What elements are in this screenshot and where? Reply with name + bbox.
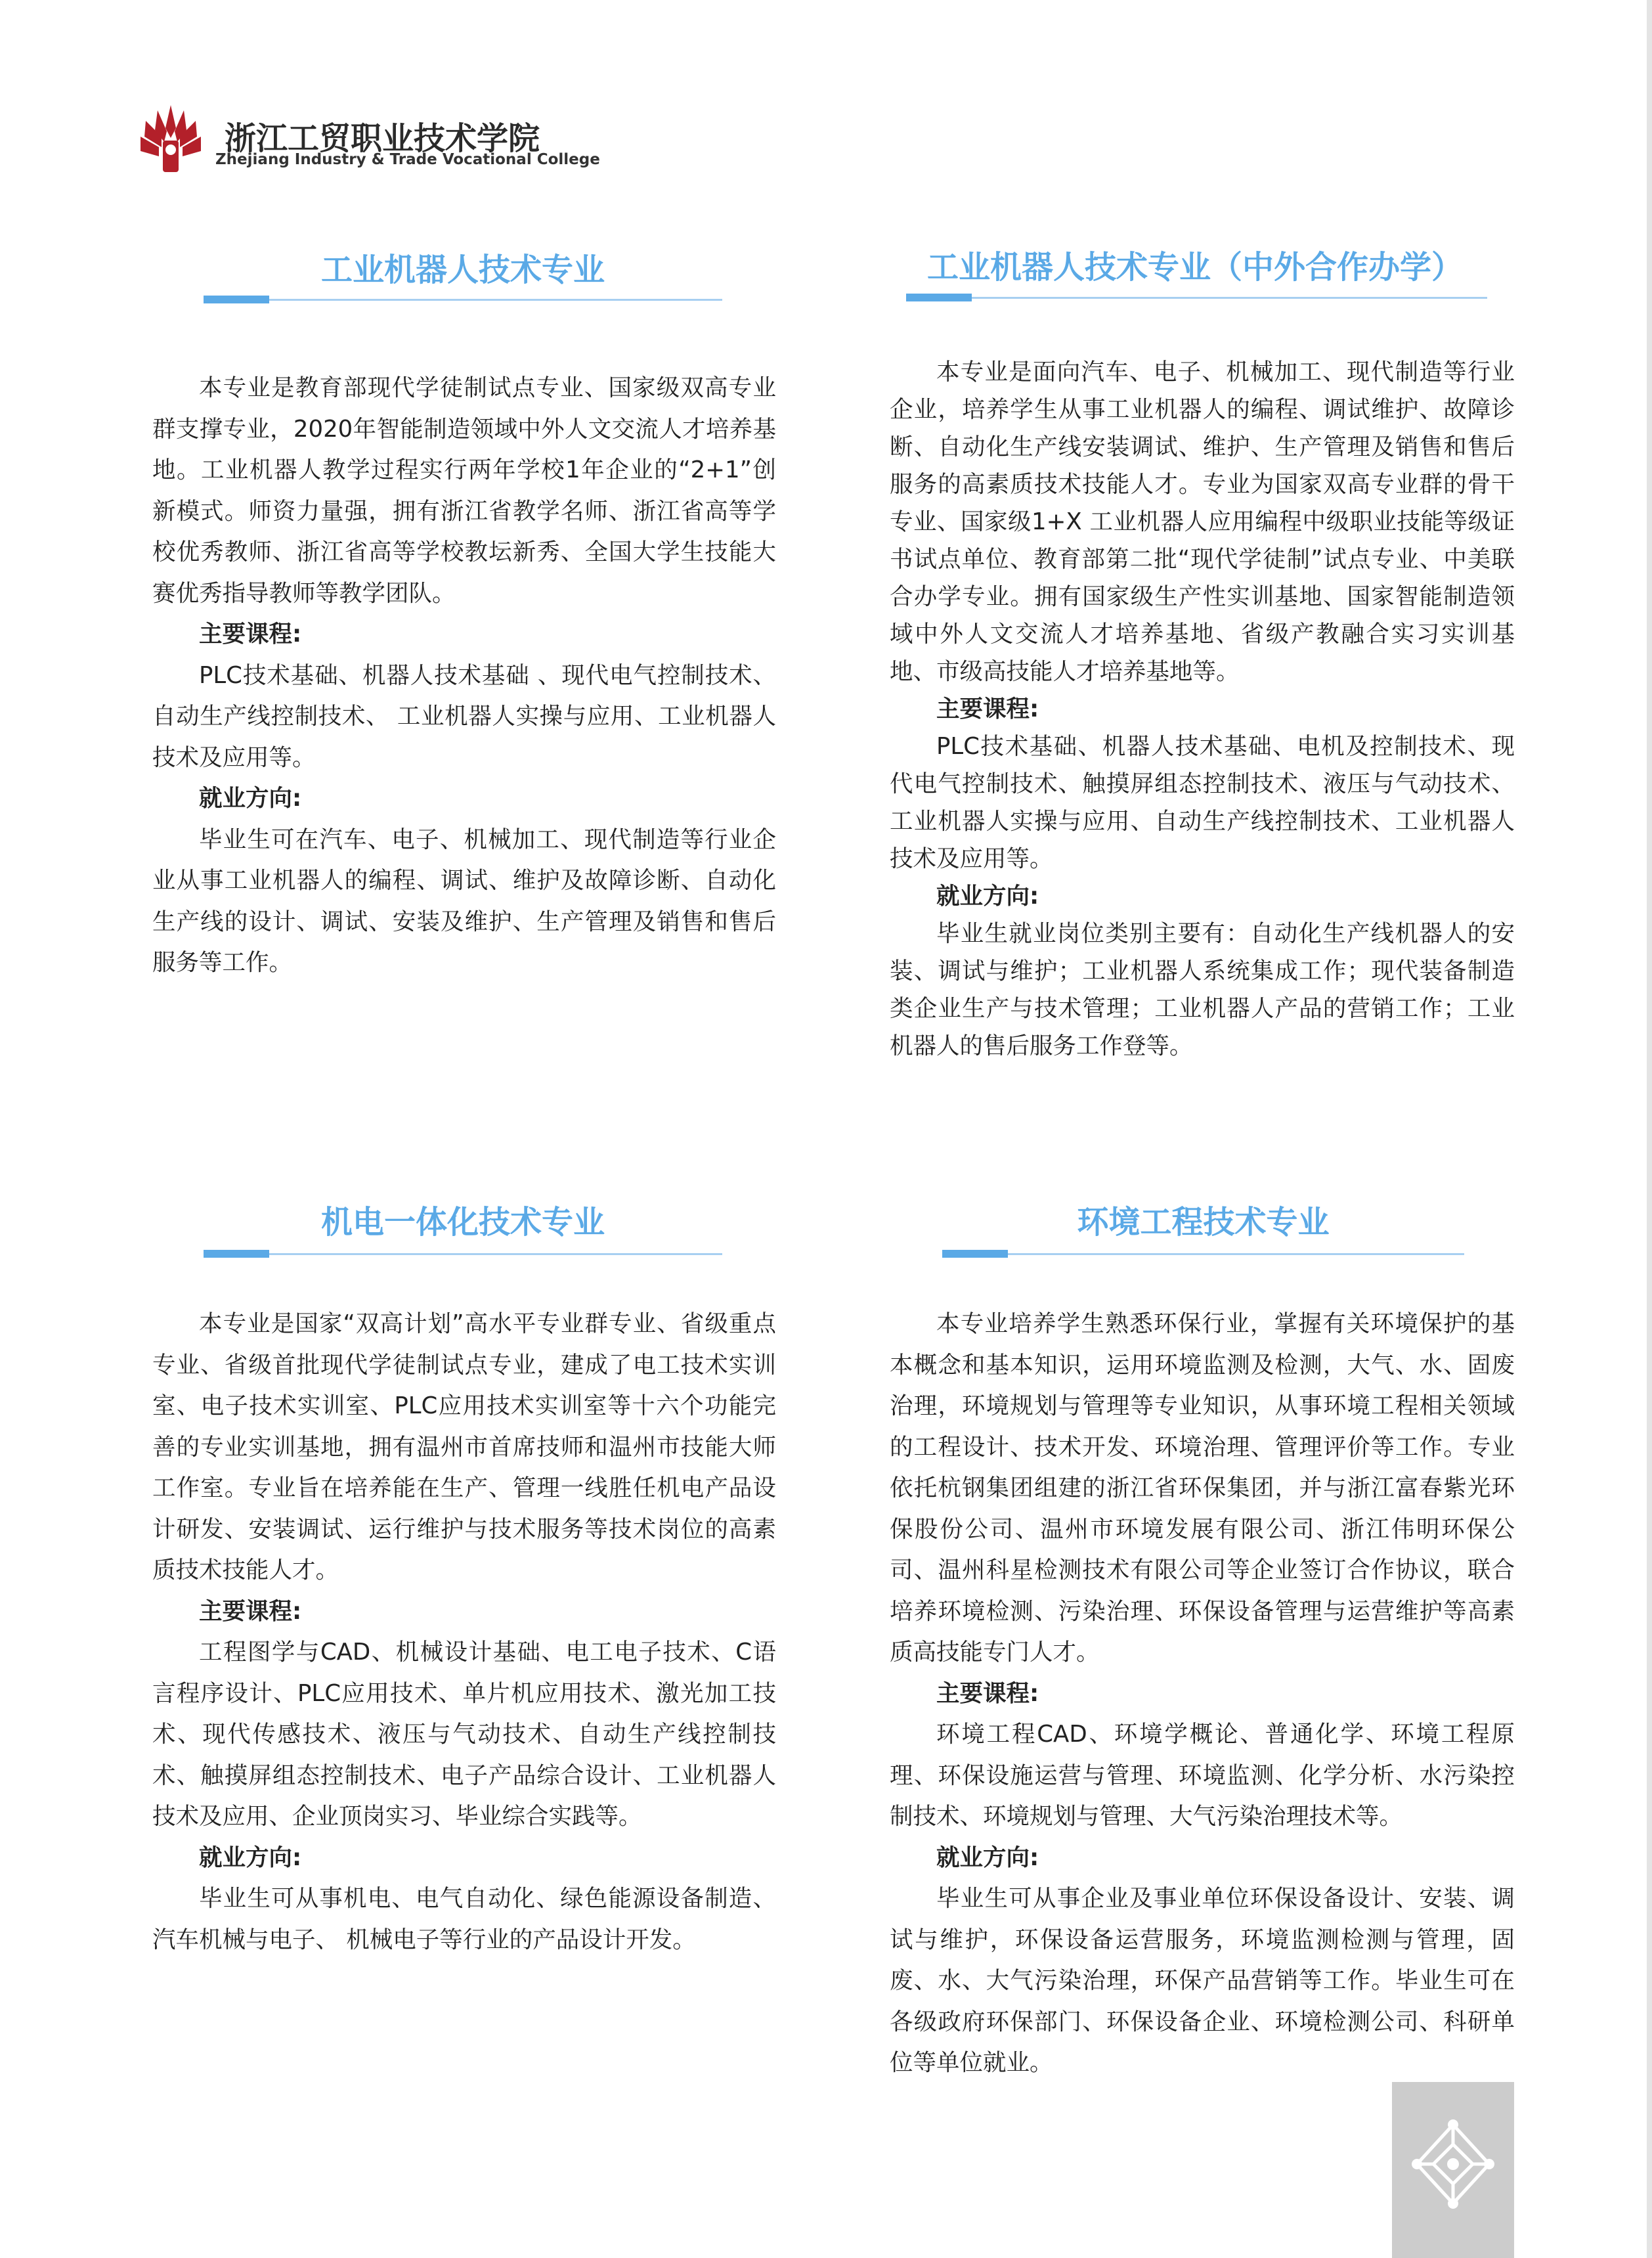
courses-heading: 主要课程: <box>199 1597 302 1625</box>
title-underline <box>906 297 1487 299</box>
career-heading: 就业方向: <box>936 1844 1039 1871</box>
title-underline <box>204 1253 722 1255</box>
courses-heading: 主要课程: <box>199 621 302 648</box>
college-emblem-icon <box>138 99 204 177</box>
title-underline <box>942 1253 1464 1255</box>
section-title: 机电一体化技术专业 <box>320 1204 605 1241</box>
courses-paragraph: 环境工程CAD、环境学概论、普通化学、环境工程原理、环保设施运营与管理、环境监测、化学分析、水污染控制技术、环境规划与管理、大气污染治理技术等。 <box>890 1721 1515 1830</box>
college-name-en: Zhejiang Industry & Trade Vocational College <box>215 151 600 168</box>
section-body <box>152 368 776 984</box>
section-body <box>890 1304 1515 2084</box>
title-underline <box>204 299 722 301</box>
intro-paragraph: 本专业是教育部现代学徒制试点专业、国家级双高专业群支撑专业，2020年智能制造领域中外人文交流人才培养基地。工业机器人教学过程实行两年学校1年企业的“2+1”创新模式。师资力量强，拥有浙江省教学名师、浙江省高等学校优秀教师、浙江省高等学校教坛新秀、全国大学生技能大赛优秀指导教师等教学团队。 <box>152 374 776 607</box>
section-title: 环境工程技术专业 <box>1077 1204 1330 1241</box>
courses-heading: 主要课程: <box>936 696 1039 722</box>
career-heading: 就业方向: <box>936 883 1039 910</box>
career-paragraph: 毕业生就业岗位类别主要有：自动化生产线机器人的安装、调试与维护；工业机器人系统集成工作；现代装备制造类企业生产与技术管理；工业机器人产品的营销工作；工业机器人的售后服务工作登等。 <box>890 920 1515 1059</box>
section-title: 工业机器人技术专业（中外合作办学） <box>926 249 1463 286</box>
page-edge-shadow <box>1647 0 1652 2258</box>
career-heading: 就业方向: <box>199 785 302 812</box>
courses-heading: 主要课程: <box>936 1679 1039 1707</box>
network-diamond-icon <box>1410 2118 1496 2217</box>
courses-paragraph: PLC技术基础、机器人技术基础 、现代电气控制技术、自动生产线控制技术、 工业机器人实操与应用、工业机器人技术及应用等。 <box>152 661 776 771</box>
corner-decoration <box>1392 2082 1514 2258</box>
courses-paragraph: PLC技术基础、机器人技术基础、电机及控制技术、现代电气控制技术、触摸屏组态控制技术、液压与气动技术、工业机器人实操与应用、自动生产线控制技术、工业机器人技术及应用等。 <box>890 733 1515 872</box>
intro-paragraph: 本专业培养学生熟悉环保行业，掌握有关环境保护的基本概念和基本知识，运用环境监测及检测，大气、水、固废治理，环境规划与管理等专业知识，从事环境工程相关领域的工程设计、技术开发、环境治理、管理评价等工作。专业依托杭钢集团组建的浙江省环保集团，并与浙江富春紫光环保股份公司、温州市环境发展有限公司、浙江伟明环保公司、温州科星检测技术有限公司等企业签订合作协议，联合培养环境检测、污染治理、环保设备管理与运营维护等高素质高技能专门人才。 <box>890 1310 1515 1666</box>
intro-paragraph: 本专业是国家“双高计划”高水平专业群专业、省级重点专业、省级首批现代学徒制试点专业，建成了电工技术实训室、电子技术实训室、PLC应用技术实训室等十六个功能完善的专业实训基地，拥有温州市首席技师和温州市技能大师工作室。专业旨在培养能在生产、管理一线胜任机电产品设计研发、安装调试、运行维护与技术服务等技术岗位的高素质技术技能人才。 <box>152 1310 776 1583</box>
section-body <box>152 1304 776 1960</box>
section-body <box>890 353 1515 1065</box>
career-paragraph: 毕业生可从事企业及事业单位环保设备设计、安装、调试与维护，环保设备运营服务，环境监测检测与管理，固废、水、大气污染治理，环保产品营销等工作。毕业生可在各级政府环保部门、环保设备企业、环境检测公司、科研单位等单位就业。 <box>890 1885 1515 2076</box>
intro-paragraph: 本专业是面向汽车、电子、机械加工、现代制造等行业企业，培养学生从事工业机器人的编程、调试维护、故障诊断、自动化生产线安装调试、维护、生产管理及销售和售后服务的高素质技术技能人才。专业为国家双高专业群的骨干专业、国家级1+X 工业机器人应用编程中级职业技能等级证书试点单位、教育部第二批“现代学徒制”试点专业、中美联合办学专业。拥有国家级生产性实训基地、国家智能制造领域中外人文交流人才培养基地、省级产教融合实习实训基地、市级高技能人才培养基地等。 <box>890 359 1515 685</box>
section-title: 工业机器人技术专业 <box>320 252 605 288</box>
courses-paragraph: 工程图学与CAD、机械设计基础、电工电子技术、C语言程序设计、PLC应用技术、单片机应用技术、激光加工技术、现代传感技术、液压与气动技术、自动生产线控制技术、触摸屏组态控制技术、电子产品综合设计、工业机器人技术及应用、企业顶岗实习、毕业综合实践等。 <box>152 1639 776 1830</box>
college-name-cn: 浙江工贸职业技术学院 <box>225 120 540 157</box>
career-heading: 就业方向: <box>199 1844 302 1871</box>
career-paragraph: 毕业生可在汽车、电子、机械加工、现代制造等行业企业从事工业机器人的编程、调试、维护及故障诊断、自动化生产线的设计、调试、安装及维护、生产管理及销售和售后服务等工作。 <box>152 826 776 976</box>
career-paragraph: 毕业生可从事机电、电气自动化、绿色能源设备制造、汽车机械与电子、 机械电子等行业的产品设计开发。 <box>152 1885 776 1953</box>
